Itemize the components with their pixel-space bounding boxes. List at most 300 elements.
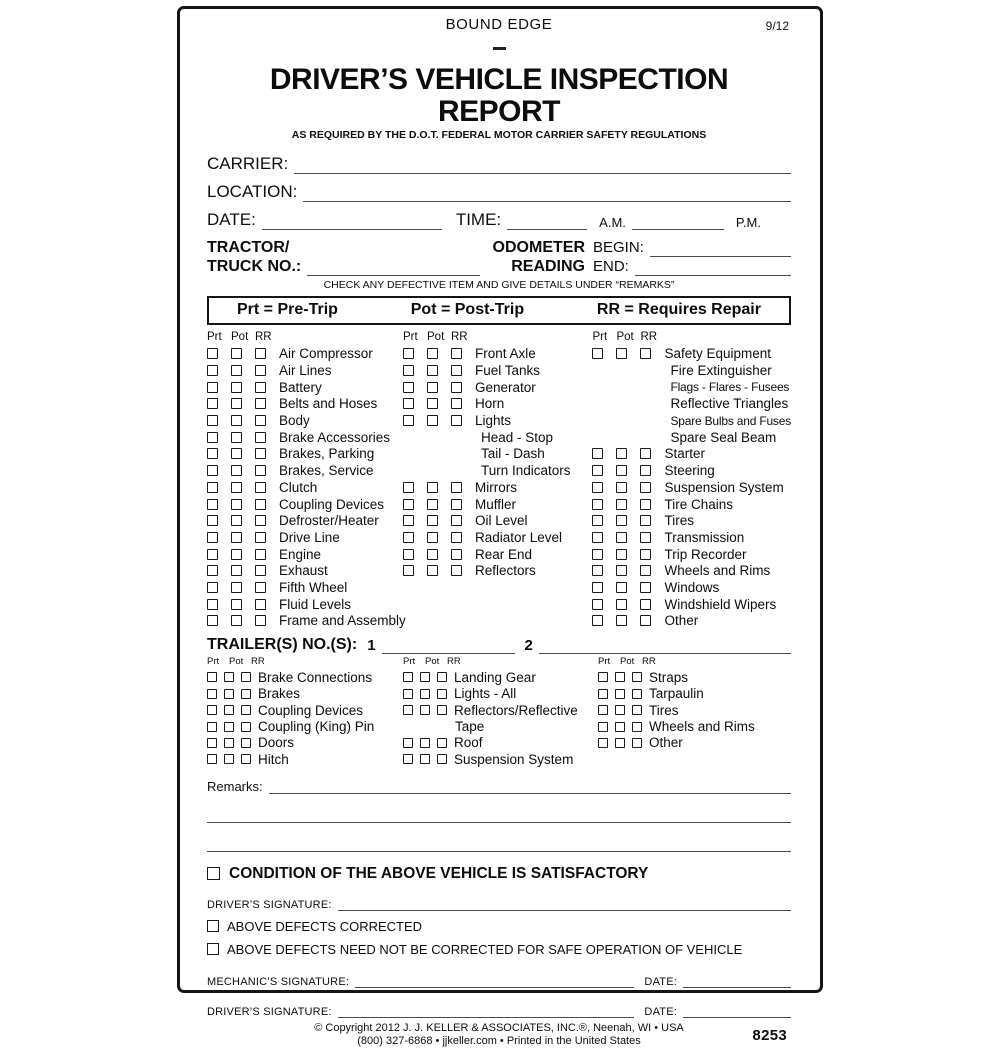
rr-checkbox[interactable]	[640, 599, 651, 610]
prt-checkbox[interactable]	[403, 382, 414, 393]
prt-checkbox[interactable]	[403, 365, 414, 376]
prt-checkbox[interactable]	[207, 689, 217, 699]
location-row	[207, 182, 791, 202]
prt-checkbox[interactable]	[592, 465, 603, 476]
rr-checkbox[interactable]	[255, 482, 266, 493]
prt-checkbox[interactable]	[592, 549, 603, 560]
form-top-row	[207, 16, 791, 34]
pot-checkbox[interactable]	[615, 705, 625, 715]
pot-checkbox[interactable]	[420, 672, 430, 682]
rr-checkbox[interactable]	[437, 754, 447, 764]
checklist-item	[207, 496, 403, 513]
checklist-item-label: Suspension System	[454, 751, 574, 767]
rr-checkbox[interactable]	[632, 722, 642, 732]
prt-checkbox[interactable]	[598, 689, 608, 699]
prt-checkbox[interactable]	[598, 722, 608, 732]
rr-checkbox[interactable]	[632, 738, 642, 748]
defects-not-required-checkbox[interactable]	[207, 943, 219, 955]
rr-checkbox[interactable]	[451, 382, 462, 393]
checklist-item	[403, 751, 598, 767]
rr-checkbox[interactable]	[451, 482, 462, 493]
rr-checkbox[interactable]	[451, 348, 462, 359]
rr-checkbox[interactable]	[640, 465, 651, 476]
rr-checkbox[interactable]	[640, 482, 651, 493]
pot-checkbox[interactable]	[616, 599, 627, 610]
pot-checkbox[interactable]	[615, 672, 625, 682]
pot-checkbox[interactable]	[224, 672, 234, 682]
location-label: LOCATION:	[207, 181, 298, 201]
end-label: END:	[593, 257, 629, 275]
pot-checkbox[interactable]	[616, 465, 627, 476]
rr-checkbox[interactable]	[640, 582, 651, 593]
prt-checkbox[interactable]	[207, 415, 218, 426]
rr-header: RR	[251, 656, 265, 668]
prt-checkbox[interactable]	[403, 532, 414, 543]
checklist-item	[403, 735, 598, 751]
checklist-item	[598, 702, 791, 718]
pot-checkbox[interactable]	[427, 482, 438, 493]
rr-checkbox[interactable]	[255, 582, 266, 593]
pot-checkbox[interactable]	[231, 565, 242, 576]
rr-checkbox[interactable]	[255, 565, 266, 576]
rr-checkbox[interactable]	[451, 532, 462, 543]
pot-checkbox[interactable]	[427, 365, 438, 376]
rr-checkbox[interactable]	[437, 672, 447, 682]
checklist-item	[207, 702, 403, 718]
rr-checkbox[interactable]	[451, 565, 462, 576]
footer	[207, 1022, 791, 1048]
prt-checkbox[interactable]	[207, 398, 218, 409]
rr-checkbox[interactable]	[255, 415, 266, 426]
driver-date-label: DATE:	[644, 1005, 677, 1018]
pot-checkbox[interactable]	[231, 365, 242, 376]
checklist-item	[207, 512, 403, 529]
rr-checkbox[interactable]	[255, 532, 266, 543]
checklist-item-label: Reflective Triangles	[670, 396, 789, 412]
trailer-checklist	[207, 656, 791, 767]
rr-checkbox[interactable]	[255, 599, 266, 610]
pot-checkbox[interactable]	[616, 549, 627, 560]
checklist-item-label: Turn Indicators	[481, 463, 571, 479]
prt-checkbox[interactable]	[403, 689, 413, 699]
date-input-line[interactable]	[262, 215, 442, 230]
prt-checkbox[interactable]	[592, 448, 603, 459]
pot-checkbox[interactable]	[224, 754, 234, 764]
prt-checkbox[interactable]	[207, 722, 217, 732]
driver-signature-2-line[interactable]	[338, 1003, 635, 1018]
condition-satisfactory-checkbox[interactable]	[207, 867, 220, 880]
checklist-item	[403, 512, 592, 529]
prt-checkbox[interactable]	[403, 565, 414, 576]
driver-signature-2-label: DRIVER’S SIGNATURE:	[207, 1005, 332, 1018]
checklist-item-label: Radiator Level	[475, 529, 563, 545]
pot-checkbox[interactable]	[231, 348, 242, 359]
prt-checkbox[interactable]	[207, 365, 218, 376]
prt-checkbox[interactable]	[403, 672, 413, 682]
prt-checkbox[interactable]	[207, 754, 217, 764]
rr-checkbox[interactable]	[640, 532, 651, 543]
defects-not-required-label: ABOVE DEFECTS NEED NOT BE CORRECTED FOR SAFE OPERATION OF VEHICLE	[227, 941, 743, 957]
checklist-item	[207, 429, 403, 446]
pot-checkbox[interactable]	[224, 705, 234, 715]
rr-checkbox[interactable]	[451, 549, 462, 560]
checklist-item-label: Reflectors/Reflective	[454, 702, 578, 718]
vehicle-checklist-column-3	[592, 331, 791, 630]
begin-label: BEGIN:	[593, 238, 644, 256]
checklist-item-label: Tape	[455, 719, 485, 735]
pot-checkbox[interactable]	[420, 738, 430, 748]
prt-checkbox[interactable]	[403, 415, 414, 426]
carrier-row	[207, 154, 791, 174]
prt-checkbox[interactable]	[592, 499, 603, 510]
am-input-line[interactable]	[632, 215, 724, 230]
checklist-item	[207, 579, 403, 596]
pot-checkbox[interactable]	[615, 722, 625, 732]
checklist-item	[592, 346, 791, 363]
pot-checkbox[interactable]	[616, 565, 627, 576]
pot-header: Pot	[425, 656, 440, 668]
rr-checkbox[interactable]	[255, 448, 266, 459]
checklist-items	[403, 669, 598, 767]
inspection-form	[177, 6, 823, 1047]
trailer-number-2-input-line[interactable]	[539, 639, 791, 654]
prt-checkbox[interactable]	[403, 515, 414, 526]
prt-checkbox[interactable]	[207, 515, 218, 526]
checklist-item-label: Lights	[475, 413, 512, 429]
checklist-item-label: Fluid Levels	[279, 596, 352, 612]
checklist-item	[403, 529, 592, 546]
rr-checkbox[interactable]	[437, 689, 447, 699]
location-input-line[interactable]	[303, 187, 791, 202]
prt-header: Prt	[403, 330, 418, 343]
rr-checkbox[interactable]	[241, 722, 251, 732]
prt-checkbox[interactable]	[403, 482, 414, 493]
checklist-item-label: Muffler	[475, 496, 517, 512]
rr-checkbox[interactable]	[632, 689, 642, 699]
mechanic-signature-label: MECHANIC’S SIGNATURE:	[207, 975, 350, 988]
column-header	[403, 331, 592, 346]
rr-header: RR	[451, 330, 468, 343]
carrier-input-line[interactable]	[294, 159, 791, 174]
pot-checkbox[interactable]	[231, 599, 242, 610]
pot-checkbox[interactable]	[615, 738, 625, 748]
rr-checkbox[interactable]	[255, 365, 266, 376]
pot-checkbox[interactable]	[224, 722, 234, 732]
odometer-begin-end-block	[593, 238, 791, 276]
form-title: DRIVER’S VEHICLE INSPECTION REPORT	[269, 62, 729, 128]
defects-not-required-row	[207, 942, 791, 957]
rr-checkbox[interactable]	[255, 515, 266, 526]
driver-date-line[interactable]	[683, 1003, 791, 1018]
checklist-subitem	[403, 462, 592, 479]
driver-signature-line[interactable]	[338, 896, 791, 911]
rr-checkbox[interactable]	[451, 515, 462, 526]
checklist-item-label: Suspension System	[664, 479, 784, 495]
copyright-line-2: (800) 327-6868 • jjkeller.com • Printed in the United States	[357, 1034, 641, 1047]
prt-checkbox[interactable]	[207, 465, 218, 476]
checklist-item	[592, 462, 791, 479]
pot-checkbox[interactable]	[427, 549, 438, 560]
checklist-item-label: Tires	[649, 702, 679, 718]
condition-satisfactory-label: CONDITION OF THE ABOVE VEHICLE IS SATISFACTORY	[229, 864, 649, 882]
defects-corrected-checkbox[interactable]	[207, 920, 219, 932]
prt-checkbox[interactable]	[207, 499, 218, 510]
pot-checkbox[interactable]	[420, 754, 430, 764]
checklist-subitem	[592, 362, 791, 379]
trailer-number-1-input-line[interactable]	[382, 639, 515, 654]
pot-checkbox[interactable]	[231, 465, 242, 476]
pot-header: Pot	[231, 330, 249, 343]
prt-checkbox[interactable]	[207, 672, 217, 682]
checklist-item-label: Other	[649, 735, 683, 751]
rr-checkbox[interactable]	[640, 499, 651, 510]
prt-header: Prt	[598, 656, 611, 668]
rr-header: RR	[255, 330, 272, 343]
rr-checkbox[interactable]	[437, 705, 447, 715]
prt-checkbox[interactable]	[207, 738, 217, 748]
prt-checkbox[interactable]	[403, 549, 414, 560]
form-subtitle: AS REQUIRED BY THE D.O.T. FEDERAL MOTOR CARRIER SAFETY REGULATIONS	[291, 128, 707, 141]
pot-checkbox[interactable]	[427, 499, 438, 510]
prt-checkbox[interactable]	[403, 738, 413, 748]
pot-checkbox[interactable]	[231, 615, 242, 626]
odometer-block	[480, 238, 585, 276]
pot-checkbox[interactable]	[231, 499, 242, 510]
prt-checkbox[interactable]	[403, 754, 413, 764]
rr-checkbox[interactable]	[632, 705, 642, 715]
pot-checkbox[interactable]	[420, 689, 430, 699]
checklist-item-label: Windshield Wipers	[664, 596, 777, 612]
rr-checkbox[interactable]	[255, 348, 266, 359]
pot-checkbox[interactable]	[224, 738, 234, 748]
checklist-item-label: Transmission	[664, 529, 745, 545]
rr-checkbox[interactable]	[451, 415, 462, 426]
checklist-item-label: Fuel Tanks	[475, 363, 541, 379]
remarks-input-line-2[interactable]	[207, 822, 791, 823]
prt-checkbox[interactable]	[207, 565, 218, 576]
trailer-number-2-label: 2	[524, 637, 533, 655]
checklist-item	[207, 546, 403, 563]
checklist-item	[207, 562, 403, 579]
prt-checkbox[interactable]	[592, 515, 603, 526]
legend-post-trip: Pot = Post-Trip	[410, 300, 525, 318]
pot-checkbox[interactable]	[616, 348, 627, 359]
pot-checkbox[interactable]	[231, 432, 242, 443]
remarks-input-line-1[interactable]	[269, 779, 791, 794]
checklist-item	[592, 596, 791, 613]
prt-checkbox[interactable]	[207, 549, 218, 560]
rr-checkbox[interactable]	[241, 738, 251, 748]
pot-checkbox[interactable]	[231, 582, 242, 593]
odometer-label-line1: ODOMETER	[492, 238, 585, 256]
prt-checkbox[interactable]	[207, 448, 218, 459]
rr-header: RR	[447, 656, 461, 668]
checklist-item-label: Safety Equipment	[664, 346, 772, 362]
mechanic-date-line[interactable]	[683, 973, 791, 988]
pot-checkbox[interactable]	[427, 565, 438, 576]
pot-checkbox[interactable]	[231, 415, 242, 426]
prt-checkbox[interactable]	[592, 532, 603, 543]
prt-checkbox[interactable]	[592, 599, 603, 610]
checklist-item	[403, 346, 592, 363]
pot-checkbox[interactable]	[231, 549, 242, 560]
rr-checkbox[interactable]	[255, 382, 266, 393]
prt-checkbox[interactable]	[592, 615, 603, 626]
defects-corrected-label: ABOVE DEFECTS CORRECTED	[227, 918, 423, 934]
rr-checkbox[interactable]	[451, 398, 462, 409]
rr-checkbox[interactable]	[241, 705, 251, 715]
checklist-item-label: Windows	[664, 579, 720, 595]
prt-checkbox[interactable]	[592, 348, 603, 359]
rr-checkbox[interactable]	[632, 672, 642, 682]
prt-checkbox[interactable]	[207, 432, 218, 443]
pot-checkbox[interactable]	[615, 689, 625, 699]
pot-checkbox[interactable]	[427, 515, 438, 526]
pot-checkbox[interactable]	[231, 482, 242, 493]
rr-checkbox[interactable]	[241, 754, 251, 764]
center-dash	[493, 47, 506, 50]
pot-checkbox[interactable]	[427, 348, 438, 359]
checklist-item	[207, 613, 406, 630]
mechanic-signature-line[interactable]	[355, 973, 634, 988]
pot-checkbox[interactable]	[616, 582, 627, 593]
rr-checkbox[interactable]	[451, 499, 462, 510]
rr-checkbox[interactable]	[241, 672, 251, 682]
checklist-item-label: Wheels and Rims	[649, 719, 755, 735]
checklist-item	[207, 379, 403, 396]
prt-checkbox[interactable]	[403, 398, 414, 409]
date-label: DATE:	[207, 209, 256, 229]
rr-checkbox[interactable]	[255, 398, 266, 409]
odometer-begin-input-line[interactable]	[650, 242, 791, 257]
remarks-input-line-3[interactable]	[207, 851, 791, 852]
pot-checkbox[interactable]	[616, 448, 627, 459]
rr-checkbox[interactable]	[241, 689, 251, 699]
prt-checkbox[interactable]	[403, 705, 413, 715]
checklist-item-label: Steering	[664, 463, 715, 479]
pot-checkbox[interactable]	[616, 532, 627, 543]
prt-checkbox[interactable]	[598, 672, 608, 682]
checklist-item-label: Trip Recorder	[664, 546, 747, 562]
checklist-item-label: Spare Bulbs and Fuses	[670, 413, 791, 428]
checklist-item-label: Reflectors	[475, 563, 536, 579]
checklist-item	[592, 479, 791, 496]
tractor-odometer-row	[207, 238, 791, 276]
checklist-item	[403, 479, 592, 496]
pot-checkbox[interactable]	[616, 515, 627, 526]
checklist-item	[598, 669, 791, 685]
prt-checkbox[interactable]	[207, 705, 217, 715]
prt-checkbox[interactable]	[207, 382, 218, 393]
checklist-item-label: Roof	[454, 735, 483, 751]
checklist-item-label: Brakes	[258, 686, 301, 702]
rr-checkbox[interactable]	[640, 565, 651, 576]
prt-checkbox[interactable]	[592, 565, 603, 576]
rr-checkbox[interactable]	[640, 549, 651, 560]
am-label: A.M.	[599, 214, 626, 230]
rr-checkbox[interactable]	[640, 348, 651, 359]
pot-checkbox[interactable]	[616, 482, 627, 493]
prt-checkbox[interactable]	[592, 582, 603, 593]
pot-checkbox[interactable]	[427, 532, 438, 543]
prt-checkbox[interactable]	[207, 582, 218, 593]
checklist-item	[207, 479, 403, 496]
rr-checkbox[interactable]	[640, 615, 651, 626]
prt-checkbox[interactable]	[403, 499, 414, 510]
checklist-item-label: Tarpaulin	[649, 686, 704, 702]
prt-checkbox[interactable]	[207, 615, 218, 626]
checklist-item	[207, 529, 403, 546]
checklist-items	[598, 669, 791, 751]
checklist-item	[592, 546, 791, 563]
rr-checkbox[interactable]	[437, 738, 447, 748]
pot-checkbox[interactable]	[231, 532, 242, 543]
prt-checkbox[interactable]	[592, 482, 603, 493]
pot-checkbox[interactable]	[231, 448, 242, 459]
rr-checkbox[interactable]	[640, 515, 651, 526]
prt-checkbox[interactable]	[207, 482, 218, 493]
time-input-line[interactable]	[507, 215, 587, 230]
checklist-subitem	[403, 446, 592, 463]
pot-checkbox[interactable]	[427, 415, 438, 426]
checklist-item-label: Flags - Flares - Fusees	[670, 380, 790, 395]
checklist-subitem	[403, 429, 592, 446]
checklist-item	[592, 562, 791, 579]
pot-checkbox[interactable]	[231, 398, 242, 409]
rr-checkbox[interactable]	[640, 448, 651, 459]
checklist-item-label: Engine	[279, 546, 322, 562]
prt-checkbox[interactable]	[598, 705, 608, 715]
pot-checkbox[interactable]	[231, 382, 242, 393]
prt-checkbox[interactable]	[403, 348, 414, 359]
prt-checkbox[interactable]	[207, 348, 218, 359]
pot-checkbox[interactable]	[616, 615, 627, 626]
odometer-end-input-line[interactable]	[635, 261, 791, 276]
checklist-item	[207, 396, 403, 413]
pot-checkbox[interactable]	[224, 689, 234, 699]
prt-header: Prt	[207, 330, 222, 343]
prt-checkbox[interactable]	[598, 738, 608, 748]
vehicle-checklist-column-2	[403, 331, 592, 630]
prt-checkbox[interactable]	[207, 599, 218, 610]
rr-checkbox[interactable]	[255, 465, 266, 476]
prt-checkbox[interactable]	[207, 532, 218, 543]
pot-checkbox[interactable]	[427, 382, 438, 393]
pot-checkbox[interactable]	[616, 499, 627, 510]
checklist-item-label: Straps	[649, 669, 689, 685]
checklist-subitem	[592, 379, 791, 396]
pot-checkbox[interactable]	[420, 705, 430, 715]
checklist-item	[598, 686, 791, 702]
rr-checkbox[interactable]	[255, 499, 266, 510]
checklist-item	[403, 562, 592, 579]
trailer-checklist-column-2	[403, 656, 598, 767]
checklist-item	[207, 718, 403, 734]
checklist-item-label: Tail - Dash	[481, 446, 545, 462]
pot-checkbox[interactable]	[231, 515, 242, 526]
pot-checkbox[interactable]	[427, 398, 438, 409]
checklist-item-label: Head - Stop	[481, 429, 554, 445]
checklist-item-label: Defroster/Heater	[279, 513, 379, 529]
truck-no-input-line[interactable]	[307, 261, 480, 276]
pot-header: Pot	[620, 656, 635, 668]
rr-checkbox[interactable]	[255, 549, 266, 560]
rr-checkbox[interactable]	[255, 615, 266, 626]
rr-header: RR	[640, 330, 658, 343]
rr-checkbox[interactable]	[255, 432, 266, 443]
rr-checkbox[interactable]	[451, 365, 462, 376]
trailer-checklist-column-3	[598, 656, 791, 767]
